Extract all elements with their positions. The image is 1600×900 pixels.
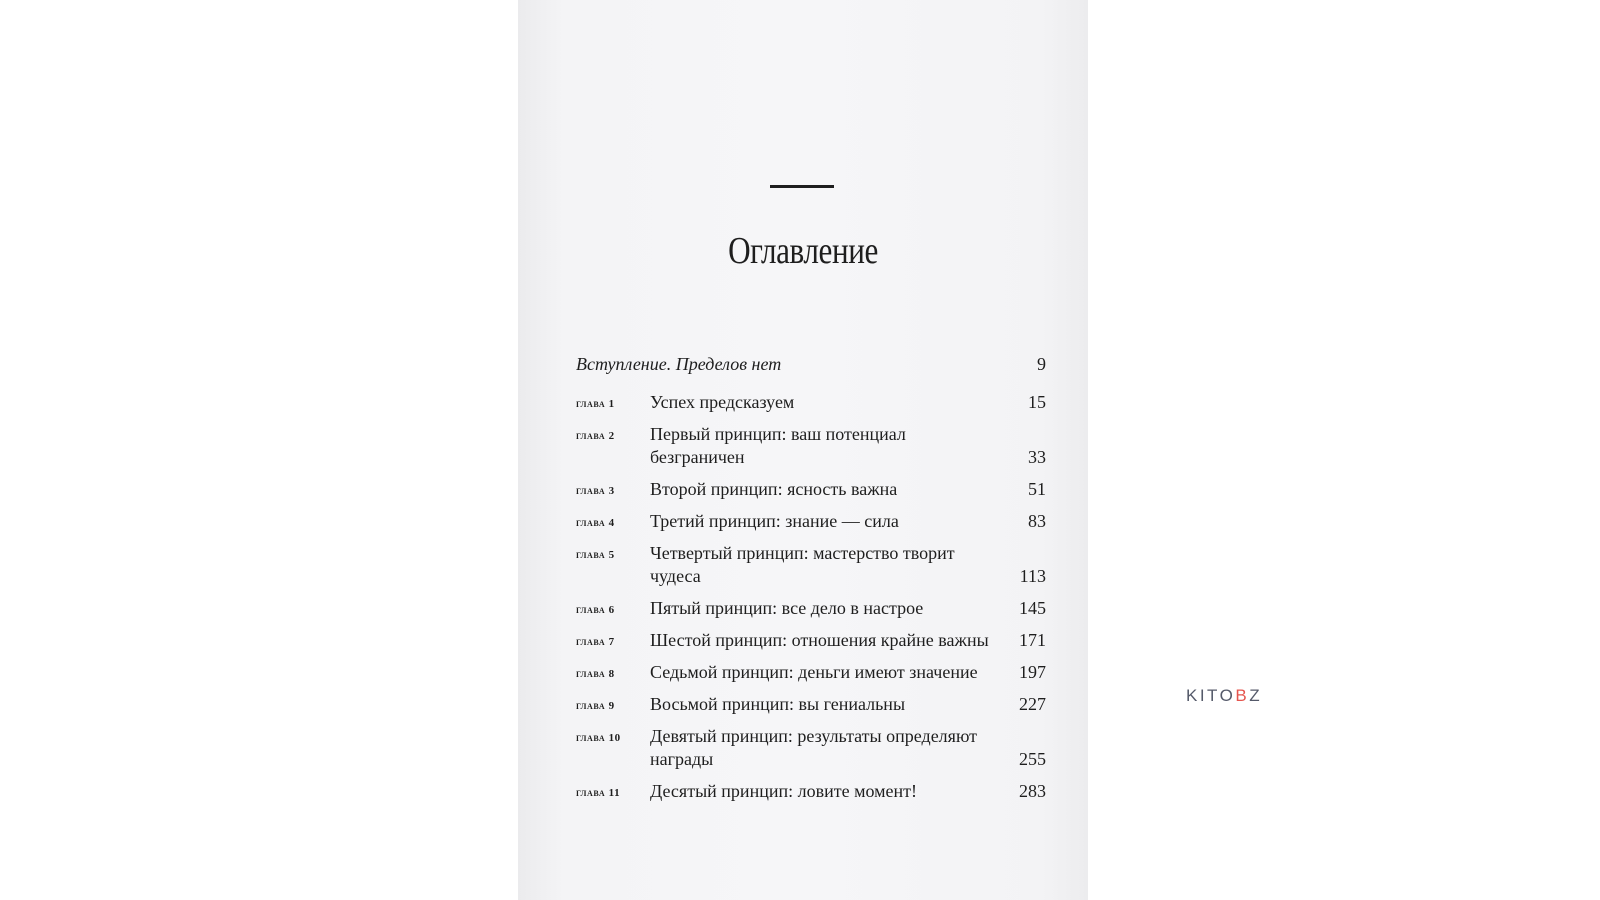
toc-entry xyxy=(576,693,1046,716)
chapter-title: Успех предсказуем xyxy=(650,392,795,412)
chapter-number: глава 6 xyxy=(576,604,615,616)
chapter-title: Восьмой принцип: вы гениальны xyxy=(650,694,906,714)
chapter-page: 145 xyxy=(1019,598,1046,618)
toc-entry xyxy=(576,510,1046,533)
chapter-page: 51 xyxy=(1028,479,1046,499)
toc-entry xyxy=(576,780,1046,803)
chapter-number: глава 11 xyxy=(576,787,621,799)
chapter-page: 113 xyxy=(1019,566,1046,586)
chapter-page: 171 xyxy=(1019,630,1046,650)
toc-entry xyxy=(576,423,1046,469)
chapter-number: глава 7 xyxy=(576,636,615,648)
chapter-title: Шестой принцип: отношения крайне важны xyxy=(650,630,989,650)
chapter-number: глава 2 xyxy=(576,430,615,442)
chapter-title: Девятый принцип: результаты определяют награды xyxy=(650,726,978,769)
toc-entry xyxy=(576,597,1046,620)
toc-entry xyxy=(576,661,1046,684)
chapter-page: 255 xyxy=(1019,749,1046,769)
table-of-contents xyxy=(576,352,1046,812)
chapter-number: глава 1 xyxy=(576,398,615,410)
chapter-number: глава 8 xyxy=(576,668,615,680)
chapter-page: 15 xyxy=(1028,392,1046,412)
chapter-title: Второй принцип: ясность важна xyxy=(650,479,898,499)
page-title: Оглавление xyxy=(728,230,878,272)
toc-entry xyxy=(576,725,1046,771)
chapter-title: Седьмой принцип: деньги имеют значение xyxy=(650,662,978,682)
chapter-title: Третий принцип: знание — сила xyxy=(650,511,899,531)
watermark-left: KITO xyxy=(1186,686,1236,705)
toc-entry xyxy=(576,542,1046,588)
toc-intro-page: 9 xyxy=(1037,354,1046,374)
chapter-number: глава 4 xyxy=(576,517,615,529)
toc-entry xyxy=(576,391,1046,414)
chapter-title: Десятый принцип: ловите момент! xyxy=(650,781,917,801)
chapter-list xyxy=(576,391,1046,803)
chapter-page: 33 xyxy=(1028,447,1046,467)
toc-entry xyxy=(576,629,1046,652)
site-watermark xyxy=(1186,686,1262,706)
title-rule xyxy=(770,185,834,188)
watermark-right: Z xyxy=(1249,686,1263,705)
toc-entry xyxy=(576,478,1046,501)
chapter-number: глава 9 xyxy=(576,700,615,712)
chapter-page: 83 xyxy=(1028,511,1046,531)
chapter-title: Первый принцип: ваш потенциал безграничен xyxy=(650,424,906,467)
watermark-mark: B xyxy=(1235,686,1250,705)
chapter-number: глава 10 xyxy=(576,732,621,744)
toc-intro-title: Вступление. Пределов нет xyxy=(576,354,782,374)
chapter-title: Четвертый принцип: мастерство творит чудеса xyxy=(650,543,955,586)
toc-intro-entry xyxy=(576,352,1046,380)
chapter-page: 227 xyxy=(1019,694,1046,714)
chapter-number: глава 3 xyxy=(576,485,615,497)
chapter-number: глава 5 xyxy=(576,549,615,561)
chapter-page: 283 xyxy=(1019,781,1046,801)
book-page xyxy=(518,0,1088,900)
chapter-title: Пятый принцип: все дело в настрое xyxy=(650,598,924,618)
chapter-page: 197 xyxy=(1019,662,1046,682)
